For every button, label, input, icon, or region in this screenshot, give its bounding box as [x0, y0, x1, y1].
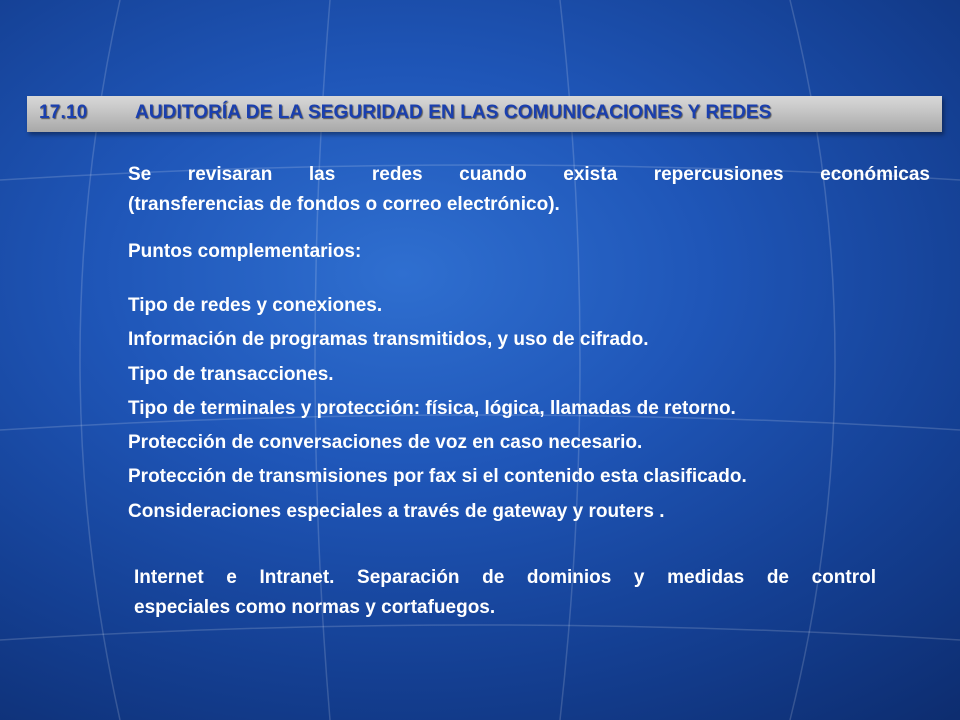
intro-paragraph	[128, 160, 930, 220]
points-list	[128, 289, 747, 529]
intro-line-1: Se revisaran las redes cuando exista repercusiones económicas	[128, 164, 930, 185]
closing-line-2: especiales como normas y cortafuegos.	[134, 597, 496, 618]
section-number: 17.10	[39, 102, 88, 123]
closing-line-1: Internet e Intranet. Separación de dominios y medidas de control	[134, 567, 876, 588]
list-item: Tipo de transacciones.	[128, 363, 334, 385]
intro-line-2: (transferencias de fondos o correo electrónico).	[128, 194, 560, 215]
section-title-bar	[27, 96, 942, 132]
section-title: AUDITORÍA DE LA SEGURIDAD EN LAS COMUNICACIONES Y REDES	[135, 102, 772, 123]
list-item: Tipo de redes y conexiones.	[128, 295, 383, 316]
sub-heading: Puntos complementarios:	[128, 241, 362, 262]
closing-paragraph	[134, 563, 876, 623]
list-item: Información de programas transmitidos, y uso de cifrado.	[128, 329, 649, 351]
list-item: Consideraciones especiales a través de gateway y routers .	[128, 500, 665, 522]
list-item: Tipo de terminales y protección: física, lógica, llamadas de retorno.	[128, 397, 736, 419]
list-item: Protección de conversaciones de voz en caso necesario.	[128, 432, 643, 454]
list-item: Protección de transmisiones por fax si el contenido esta clasificado.	[128, 466, 747, 488]
